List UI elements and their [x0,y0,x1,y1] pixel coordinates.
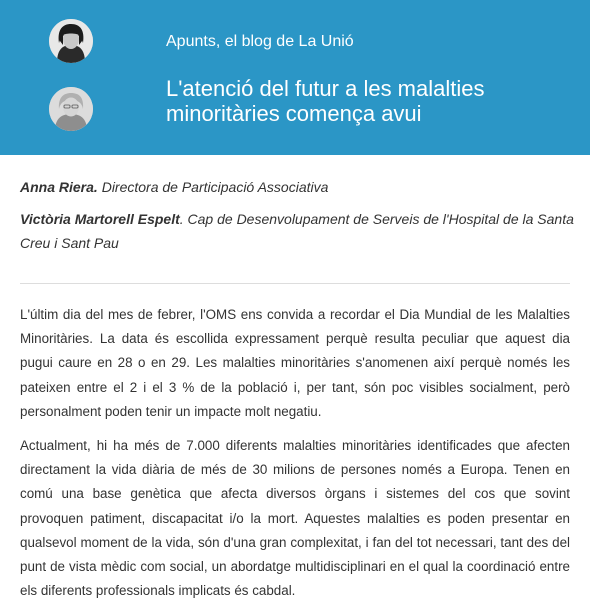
author-photo-icon [49,87,93,131]
article-paragraph: L'últim dia del mes de febrer, l'OMS ens convida a recordar el Dia Mundial de les Malalties Minoritàries. La data és escollida expressament perquè resulta peculiar que aquest dia pugui caure en 28 o en 29. Les malalties minoritàries s'anomenen així perquè només les pateixen entre el 2 i el 3 % de la població i, per tant, són poc visibles socialment, però personalment poden tenir un impacte molt negatiu. [20,307,570,419]
author-role: . Cap de Desenvolupament de Serveis de l'Hospital de la Santa Creu i Sant Pau [20,211,574,251]
article-body [20,303,570,603]
post-header [0,0,590,155]
author-list [20,175,575,255]
author-role: Directora de Participació Associativa [97,179,329,195]
divider [20,283,570,284]
author-entry [20,207,575,255]
avatar-victoria-martorell[interactable] [49,87,93,131]
author-entry [20,175,575,199]
avatar-anna-riera[interactable] [49,19,93,63]
author-photo-icon [49,19,93,63]
article-paragraph: Actualment, hi ha més de 7.000 diferents malalties minoritàries identificades que afecten directament la vida diària de més de 30 milions de persones només a Europa. Tenen en comú una base genètica que afecta diversos òrgans i sistemes del cos que sovint provoquen patiment, discapacitat i/o la mort. Aquestes malalties es poden presentar en qualsevol moment de la vida, són d'una gran complexitat, i fan del tot necessari, tant des del punt de vista mèdic com social, un abordatge multidisciplinari en el qual la coordinació entre els diferents professionals implicats és cabdal. [20,438,570,599]
author-name: Anna Riera. [20,179,98,195]
author-name: Victòria Martorell Espelt [20,211,180,227]
blog-name[interactable]: Apunts, el blog de La Unió [166,33,354,50]
post-title: L'atenció del futur a les malalties minoritàries comença avui [166,76,485,126]
